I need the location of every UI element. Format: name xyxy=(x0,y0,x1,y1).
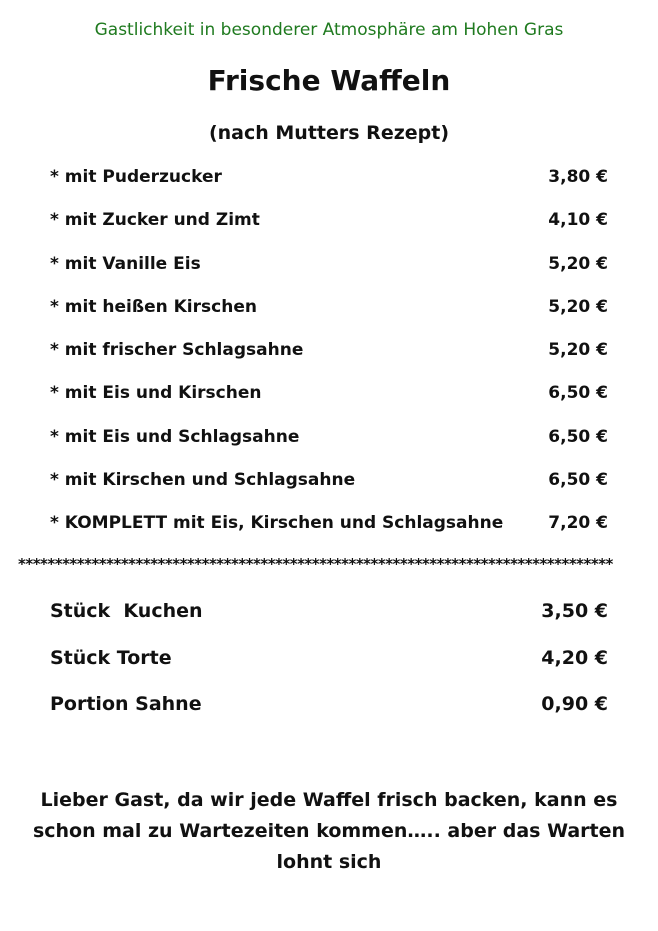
waffle-item-price: 6,50 € xyxy=(548,426,608,447)
waffle-item-name: * KOMPLETT mit Eis, Kirschen und Schlagsahne xyxy=(50,513,504,534)
cake-item-price: 4,20 € xyxy=(541,646,608,669)
waffle-item-name: * mit frischer Schlagsahne xyxy=(50,340,304,361)
waffle-row xyxy=(50,513,610,556)
waffle-item-name: * mit Eis und Schlagsahne xyxy=(50,426,300,447)
waffle-menu-list xyxy=(50,167,610,557)
waffle-item-name: * mit Eis und Kirschen xyxy=(50,383,262,404)
waffle-row xyxy=(50,254,610,297)
cake-item-name: Stück Kuchen xyxy=(50,600,203,622)
cake-item-price: 0,90 € xyxy=(541,693,608,715)
waffle-item-price: 6,50 € xyxy=(548,470,608,491)
cake-row xyxy=(50,647,610,694)
waffle-item-name: * mit heißen Kirschen xyxy=(50,296,257,317)
cake-row xyxy=(50,600,610,647)
waffle-item-price: 5,20 € xyxy=(548,340,608,361)
waffle-item-price: 4,10 € xyxy=(548,210,608,231)
cake-row xyxy=(50,693,610,740)
cake-item-name: Stück Torte xyxy=(50,646,172,669)
waffle-row xyxy=(50,167,610,210)
tagline: Gastlichkeit in besonderer Atmosphäre am Hohen Gras xyxy=(94,20,564,40)
waffle-item-price: 5,20 € xyxy=(548,296,608,317)
waffle-item-price: 7,20 € xyxy=(548,513,608,534)
waffle-item-name: * mit Vanille Eis xyxy=(50,253,201,274)
waffle-row xyxy=(50,383,610,426)
customer-notice: Lieber Gast, da wir jede Waffel frisch backen, kann es schon mal zu Wartezeiten kommen….. aber das Warten lohnt sich xyxy=(32,789,626,873)
waffle-item-price: 6,50 € xyxy=(548,383,608,404)
waffle-row xyxy=(50,297,610,340)
waffle-row xyxy=(50,470,610,513)
waffle-item-name: * mit Zucker und Zimt xyxy=(50,210,260,231)
page-title: Frische Waffeln xyxy=(207,64,451,97)
waffle-item-price: 5,20 € xyxy=(548,253,608,274)
cake-item-name: Portion Sahne xyxy=(50,693,202,715)
cake-menu-list xyxy=(50,600,610,740)
waffle-item-name: * mit Puderzucker xyxy=(50,167,222,187)
cake-item-price: 3,50 € xyxy=(541,600,608,622)
waffle-row xyxy=(50,427,610,470)
waffle-item-price: 3,80 € xyxy=(548,167,608,187)
waffle-item-name: * mit Kirschen und Schlagsahne xyxy=(50,470,356,491)
page-subtitle: (nach Mutters Rezept) xyxy=(208,122,450,144)
asterisk-divider: ********************************************************************************* xyxy=(18,555,613,573)
waffle-row xyxy=(50,210,610,253)
waffle-row xyxy=(50,340,610,383)
